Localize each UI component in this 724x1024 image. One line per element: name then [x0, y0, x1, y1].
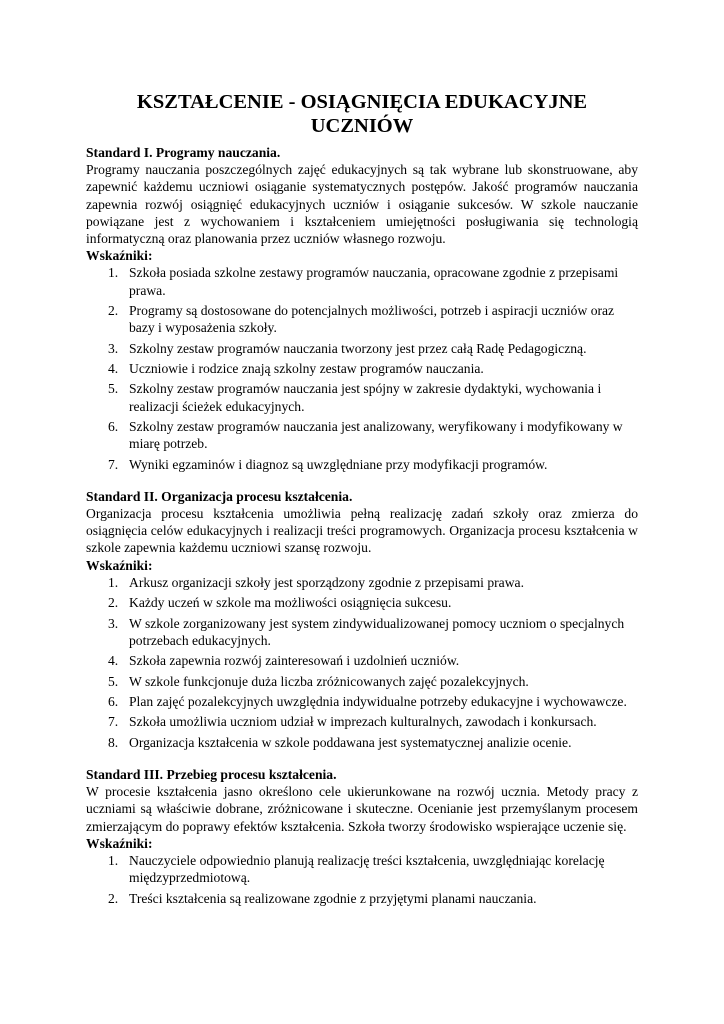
list-item: [86, 594, 638, 611]
list-item-number: 6.: [108, 418, 119, 434]
list-item-number: 7.: [108, 714, 119, 730]
list-item-number: 1.: [108, 574, 119, 590]
list-item-number: 3.: [108, 615, 119, 631]
list-item: [86, 360, 638, 377]
list-item-text: Programy są dostosowane do potencjalnych możliwości, potrzeb i aspiracji uczniów oraz bazy i wyposażenia szkoły.: [129, 303, 615, 336]
list-item: [86, 713, 638, 730]
standard-section: [86, 144, 638, 473]
list-item: [86, 302, 638, 336]
indicators-label: Wskaźniki:: [86, 248, 153, 264]
list-item: [86, 380, 638, 414]
indicators-list: [86, 852, 638, 907]
list-item: [86, 852, 638, 886]
list-item-number: 3.: [108, 340, 119, 356]
list-item-text: Szkolny zestaw programów nauczania jest spójny w zakresie dydaktyki, wychowania i realizacji ścieżek edukacyjnych.: [129, 381, 602, 414]
list-item-text: Każdy uczeń w szkole ma możliwości osiągnięcia sukcesu.: [129, 595, 452, 611]
list-item-number: 2.: [108, 303, 119, 319]
list-item: [86, 264, 638, 298]
page-title: KSZTAŁCENIE - OSIĄGNIĘCIA EDUKACYJNE UCZNIÓW: [136, 91, 588, 137]
standard-description: Organizacja procesu kształcenia umożliwia pełną realizację zadań szkoły oraz zmierza do osiągnięcia celów edukacyjnych i realizacji treści programowych. Organizacja procesu kształcenia w szkole zapewnia każdemu uczniowi szansę rozwoju.: [86, 505, 638, 556]
list-item: [86, 340, 638, 357]
standard-heading: Standard II. Organizacja procesu kształcenia.: [86, 488, 353, 504]
list-item-number: 1.: [108, 852, 119, 868]
list-item-number: 4.: [108, 653, 119, 669]
standard-description: W procesie kształcenia jasno określono cele ukierunkowane na rozwój ucznia. Metody pracy z uczniami są właściwie dobrane, zróżnicowane i skuteczne. Ocenianie jest przemyślanym procesem zmierzającym do poprawy efektów kształcenia. Szkoła tworzy środowisko wspierające uczenie się.: [86, 784, 638, 834]
list-item-number: 5.: [108, 381, 119, 397]
list-item: [86, 673, 638, 690]
list-item-text: Arkusz organizacji szkoły jest sporządzony zgodnie z przepisami prawa.: [129, 574, 524, 590]
list-item-number: 5.: [108, 673, 119, 689]
list-item-text: Uczniowie i rodzice znają szkolny zestaw programów nauczania.: [129, 361, 484, 376]
standard-section: [86, 766, 638, 907]
list-item: [86, 693, 638, 710]
list-item-text: Organizacja kształcenia w szkole poddawana jest systematycznej analizie ocenie.: [129, 734, 572, 750]
indicators-list: [86, 574, 638, 751]
standard-heading: Standard I. Programy nauczania.: [86, 145, 281, 160]
list-item-number: 7.: [108, 456, 119, 472]
list-item-text: W szkole zorganizowany jest system zindywidualizowanej pomocy uczniom o specjalnych potrzebach edukacyjnych.: [129, 615, 625, 648]
list-item-number: 1.: [108, 265, 119, 281]
list-item-number: 8.: [108, 734, 119, 750]
list-item: [86, 574, 638, 591]
standard-heading: Standard III. Przebieg procesu kształcenia.: [86, 766, 337, 782]
list-item-text: Szkolny zestaw programów nauczania jest analizowany, weryfikowany i modyfikowany w miarę potrzeb.: [129, 418, 623, 452]
list-item-text: Szkoła zapewnia rozwój zainteresowań i uzdolnień uczniów.: [129, 653, 460, 669]
list-item: [86, 734, 638, 751]
standard-section: [86, 488, 638, 751]
list-item-text: Treści kształcenia są realizowane zgodnie z przyjętymi planami nauczania.: [129, 890, 537, 906]
list-item-text: Szkoła umożliwia uczniom udział w imprezach kulturalnych, zawodach i konkursach.: [129, 714, 597, 730]
list-item: [86, 418, 638, 452]
list-item-text: Plan zajęć pozalekcyjnych uwzględnia indywidualne potrzeby edukacyjne i wychowawcze.: [129, 693, 627, 709]
list-item-number: 6.: [108, 693, 119, 709]
list-item-number: 4.: [108, 361, 119, 376]
list-item-text: W szkole funkcjonuje duża liczba zróżnicowanych zajęć pozalekcyjnych.: [129, 673, 529, 689]
list-item: [86, 615, 638, 649]
list-item-text: Szkoła posiada szkolne zestawy programów nauczania, opracowane zgodnie z przepisami prawa.: [129, 265, 619, 298]
indicators-label: Wskaźniki:: [86, 557, 153, 573]
list-item-number: 2.: [108, 595, 119, 611]
indicators-label: Wskaźniki:: [86, 835, 153, 851]
indicators-list: [86, 264, 638, 472]
list-item: [86, 652, 638, 669]
standard-description: Programy nauczania poszczególnych zajęć edukacyjnych są tak wybrane lub skonstruowane, aby zapewnić każdemu uczniowi osiąganie systematycznych postępów. Jakość programów nauczania zapewnia rozwój osiągnięć edukacyjnych uczniów i osiąganie sukcesów. W szkole nauczanie powiązane jest z wychowaniem i kształceniem umiejętności posługiwania się technologią informatyczną oraz planowania przez uczniów własnego rozwoju.: [86, 162, 638, 247]
list-item: [86, 456, 638, 473]
sections-container: [86, 144, 638, 907]
list-item-text: Nauczyciele odpowiednio planują realizację treści kształcenia, uwzględniając korelację międzyprzedmiotową.: [129, 852, 605, 886]
list-item-number: 2.: [108, 890, 119, 906]
list-item: [86, 890, 638, 907]
list-item-text: Szkolny zestaw programów nauczania tworzony jest przez całą Radę Pedagogiczną.: [129, 340, 587, 356]
document-page: [86, 90, 638, 922]
list-item-text: Wyniki egzaminów i diagnoz są uwzględniane przy modyfikacji programów.: [129, 456, 548, 472]
